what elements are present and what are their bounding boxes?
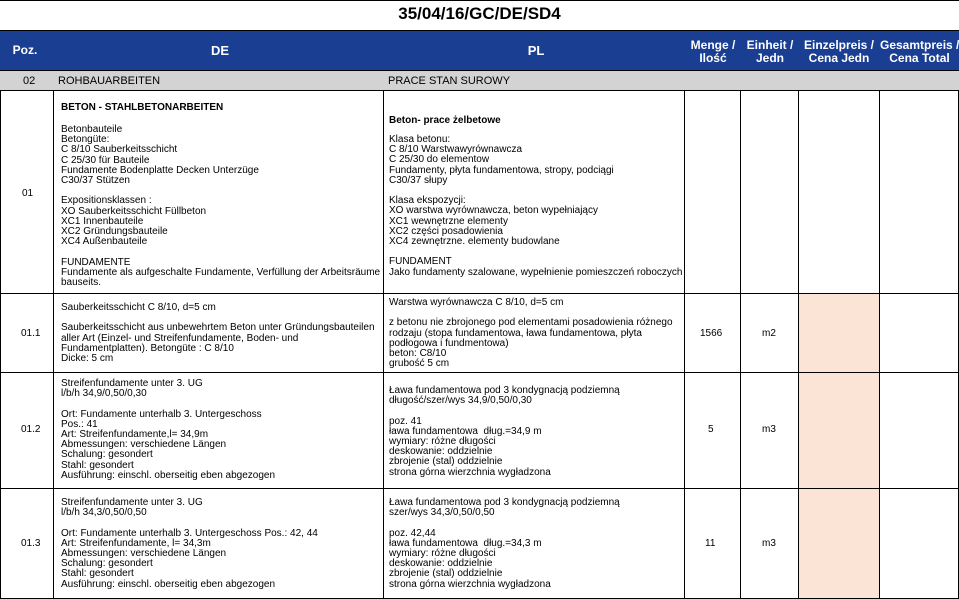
col-einheit-header: Einheit / Jedn xyxy=(746,38,794,65)
row-013-pl-text: Ława fundamentowa pod 3 kondygnacją podziemną szer/wys 34,3/0,50/0,50 poz. 42,44 ława fundamentowa dług.=34,3 m wymiary: różne długości deskowanie: oddzielnie zbrojenie (stal) oddzielnie strona górna wierzchnia wygładzona xyxy=(389,497,620,590)
row-011-pos: 01.1 xyxy=(21,328,41,339)
col-de-header: DE xyxy=(210,43,230,58)
col-pl-header: PL xyxy=(527,43,545,58)
row-013-de-text: Streifenfundamente unter 3. UG l/b/h 34,3/0,50/0,50 Ort: Fundamente unterhalb 3. Untergeschoss Pos.: 42, 44 Art: Streifenfundamente, l= 34,3m Abmessungen: verschiedene Längen Schalung: gesondert Stahl: gesondert Ausführung: einschl. oberseitig eben abgezogen xyxy=(61,497,318,590)
col-pos-header: Poz. xyxy=(12,43,38,57)
row-012-pl-text: Ława fundamentowa pod 3 kondygnacją podziemną długość/szer/wys 34,9/0,50/0,30 poz. 41 ława fundamentowa dług.=34,9 m wymiary: różne długości deskowanie: oddzielnie zbrojenie (stal) oddzielnie strona górna wierzchnia wygładzona xyxy=(389,385,620,478)
col-gesamtpreis-header: Gesamtpreis Cena Total xyxy=(880,38,953,65)
row-01-pl-text: Klasa betonu: C 8/10 Warstwawyrównawcza C 25/30 do elementow Fundamenty, płyta fundamentowa, stropy, podciągi C30/37 słupy Klasa ekspozycji: XO warstwa wyrównawcza, beton wypełniający XC1 wewnętrzne elementy XC2 części posadowienia XC4 zewnętrzne. elementy budowlane FUNDAMENT Jako fundamenty szalowane, wypełnienie pomieszczeń roboczych xyxy=(389,134,683,278)
section-title-de: ROHBAUARBEITEN xyxy=(58,75,161,87)
row-012-qty: 5 xyxy=(708,424,714,435)
row-012-unit: m3 xyxy=(762,424,776,435)
row-011-de-text: Sauberkeitsschicht C 8/10, d=5 cm Sauberkeitsschicht aus unbewehrtem Beton unter Gründungsbauteilen aller Art (Einzel- und Streifenfundamente, Boden- und Fundamentplatten). Betongüte : C 8/10 Dicke: 5 cm xyxy=(61,302,375,365)
row-012-pos: 01.2 xyxy=(21,424,41,435)
row-01-de-title: BETON - STAHLBETONARBEITEN xyxy=(61,102,224,113)
unit-price-cells xyxy=(798,293,879,599)
row-011-qty: 1566 xyxy=(700,328,723,339)
col-menge-header: Menge / Ilość xyxy=(690,38,736,65)
row-013-unit: m3 xyxy=(762,538,776,549)
row-01-pos: 01 xyxy=(22,188,34,199)
row-01-de-text: Betonbauteile Betongüte: C 8/10 Sauberkeitsschicht C 25/30 für Bauteile Fundamente Bodenplatte Decken Unterzüge C30/37 Stützen Expositionsklassen : XO Sauberkeitsschicht Füllbeton XC1 Innenbauteile XC2 Gründungsbauteile XC4 Außenbauteile FUNDAMENTE Fundamente als aufgeschalte Fundamente, Verfüllung der Arbeitsräume bauseits. xyxy=(61,124,381,289)
col-einzelpreis-header: Einzelpreis / Cena Jedn xyxy=(803,38,875,65)
row-013-pos: 01.3 xyxy=(21,538,41,549)
row-013-qty: 11 xyxy=(705,538,716,549)
section-number: 02 xyxy=(23,75,36,87)
row-011-unit: m2 xyxy=(762,328,776,339)
row-012-de-text: Streifenfundamente unter 3. UG l/b/h 34,9/0,50/0,30 Ort: Fundamente unterhalb 3. Untergeschoss Pos.: 41 Art: Streifenfundamente,l= 34,9m Abmessungen: verschiedene Längen Schalung: gesondert Stahl: gesondert Ausführung: einschl. oberseitig eben abgezogen xyxy=(61,378,276,481)
document-title: 35/04/16/GC/DE/SD4 xyxy=(398,4,561,23)
section-title-pl: PRACE STAN SUROWY xyxy=(388,75,511,87)
row-011-pl-text: Warstwa wyrównawcza C 8/10, d=5 cm z betonu nie zbrojonego pod elementami posadowienia różnego rodzaju (stopa fundamentowa, ława fundamentowa, płyta podłogowa i fundmentowa) beton: C8/10 grubość 5 cm xyxy=(389,297,673,370)
row-01-pl-title: Beton- prace żelbetowe xyxy=(389,115,501,126)
